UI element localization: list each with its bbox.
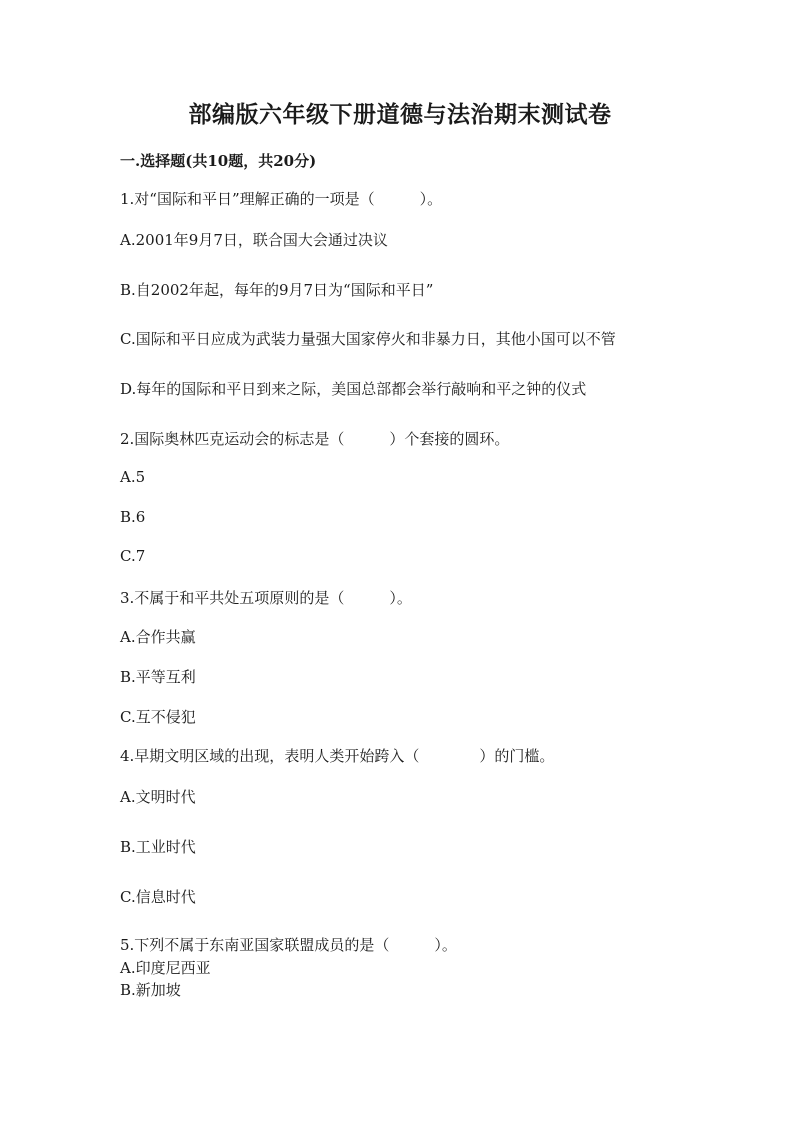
section-heading: 一.选择题(共10题，共20分) [120, 152, 317, 170]
question-3-option-c: C.互不侵犯 [120, 708, 196, 726]
question-4-option-b: B.工业时代 [120, 838, 196, 856]
question-5-stem: 5.下列不属于东南亚国家联盟成员的是（ ）。 [120, 936, 457, 954]
question-3-option-a: A.合作共赢 [120, 628, 196, 646]
question-4-option-a: A.文明时代 [120, 788, 196, 806]
question-5-option-a: A.印度尼西亚 [120, 959, 211, 977]
page-title: 部编版六年级下册道德与法治期末测试卷 [188, 101, 612, 128]
question-1-option-d: D.每年的国际和平日到来之际，美国总部都会举行敲响和平之钟的仪式 [120, 380, 587, 398]
question-1-option-a: A.2001年9月7日，联合国大会通过决议 [120, 231, 388, 249]
question-2-option-c: C.7 [120, 547, 146, 565]
question-3-option-b: B.平等互利 [120, 668, 196, 686]
question-1-option-b: B.自2002年起，每年的9月7日为“国际和平日” [120, 281, 434, 299]
question-3-stem: 3.不属于和平共处五项原则的是（ ）。 [120, 589, 412, 607]
question-1-stem: 1.对“国际和平日”理解正确的一项是（ ）。 [120, 190, 443, 208]
question-4-stem: 4.早期文明区域的出现，表明人类开始跨入（ ）的门槛。 [120, 747, 555, 765]
question-5-option-b: B.新加坡 [120, 981, 181, 999]
question-1-option-c: C.国际和平日应成为武装力量强大国家停火和非暴力日，其他小国可以不管 [120, 330, 616, 348]
question-2-option-a: A.5 [120, 468, 146, 486]
question-2-option-b: B.6 [120, 508, 146, 526]
question-4-option-c: C.信息时代 [120, 888, 196, 906]
question-2-stem: 2.国际奥林匹克运动会的标志是（ ）个套接的圆环。 [120, 430, 510, 448]
